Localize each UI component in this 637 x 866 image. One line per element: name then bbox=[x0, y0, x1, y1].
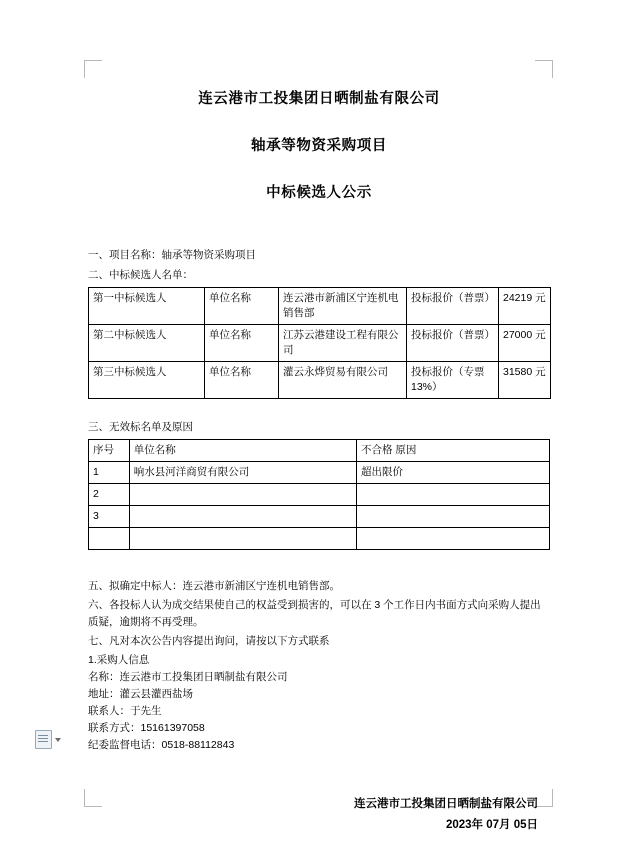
document-title-line-2: 轴承等物资采购项目 bbox=[251, 138, 387, 154]
candidate-price: 24219 元 bbox=[499, 288, 551, 325]
candidate-rank: 第一中标候选人 bbox=[89, 288, 205, 325]
candidate-price-label: 投标报价（普票） bbox=[407, 325, 499, 362]
table-row bbox=[89, 528, 550, 550]
contact-address: 地址：灌云县灌西盐场 bbox=[88, 688, 193, 700]
contact-supervision-phone: 纪委监督电话：0518-88112843 bbox=[88, 739, 235, 751]
invalid-company bbox=[129, 528, 356, 550]
invalid-index: 2 bbox=[89, 484, 130, 506]
section-objection: 六、各投标人认为成交结果使自己的权益受到损害的，可以在 3 个工作日内书面方式向采购人提出质疑，逾期将不再受理。 bbox=[88, 599, 541, 628]
document-title-line-3: 中标候选人公示 bbox=[266, 185, 372, 201]
candidate-price-label: 投标报价（普票） bbox=[407, 288, 499, 325]
contact-phone: 联系方式：15161397058 bbox=[88, 722, 205, 734]
table-header-row bbox=[89, 440, 550, 462]
section-candidates-heading: 二、中标候选人名单： bbox=[88, 269, 193, 281]
signature-company: 连云港市工投集团日晒制盐有限公司 bbox=[354, 798, 538, 810]
invalid-reason bbox=[357, 528, 550, 550]
section-project-name: 一、项目名称：轴承等物资采购项目 bbox=[88, 249, 256, 261]
table-row bbox=[89, 362, 551, 399]
invalid-col-company: 单位名称 bbox=[129, 440, 356, 462]
invalid-index: 3 bbox=[89, 506, 130, 528]
candidate-company: 连云港市新浦区宁连机电销售部 bbox=[279, 288, 407, 325]
invalid-company bbox=[129, 484, 356, 506]
candidate-price-label: 投标报价（专票 13%） bbox=[407, 362, 499, 399]
signature-date: 2023年 07月 05日 bbox=[445, 819, 538, 831]
candidates-table bbox=[88, 287, 551, 399]
table-row bbox=[89, 325, 551, 362]
crop-mark-top-left-v bbox=[84, 60, 85, 78]
candidate-name-label: 单位名称 bbox=[205, 362, 279, 399]
crop-mark-top-right-v bbox=[552, 60, 553, 78]
invalid-col-reason: 不合格 原因 bbox=[357, 440, 550, 462]
contact-heading: 1.采购人信息 bbox=[88, 654, 150, 666]
candidate-price: 27000 元 bbox=[499, 325, 551, 362]
invalid-index bbox=[89, 528, 130, 550]
candidate-rank: 第三中标候选人 bbox=[89, 362, 205, 399]
table-row bbox=[89, 506, 550, 528]
candidate-company: 江苏云港建设工程有限公司 bbox=[279, 325, 407, 362]
document-title-line-1: 连云港市工投集团日晒制盐有限公司 bbox=[198, 91, 440, 107]
candidate-rank: 第二中标候选人 bbox=[89, 325, 205, 362]
document-icon[interactable] bbox=[35, 730, 52, 749]
chevron-down-icon[interactable] bbox=[55, 738, 61, 742]
table-row bbox=[89, 484, 550, 506]
crop-mark-bottom-left-v bbox=[84, 789, 85, 807]
contact-name: 名称：连云港市工投集团日晒制盐有限公司 bbox=[88, 671, 288, 683]
invalid-reason bbox=[357, 506, 550, 528]
contact-information bbox=[88, 652, 550, 754]
invalid-col-index: 序号 bbox=[89, 440, 130, 462]
document-body bbox=[88, 60, 550, 831]
candidate-price: 31580 元 bbox=[499, 362, 551, 399]
invalid-index: 1 bbox=[89, 462, 130, 484]
document-attachment-control[interactable] bbox=[35, 730, 61, 749]
candidate-name-label: 单位名称 bbox=[205, 288, 279, 325]
candidate-name-label: 单位名称 bbox=[205, 325, 279, 362]
crop-mark-bottom-right-v bbox=[552, 789, 553, 807]
invalid-bids-table bbox=[88, 439, 550, 550]
invalid-company bbox=[129, 506, 356, 528]
invalid-reason: 超出限价 bbox=[357, 462, 550, 484]
candidate-company: 灌云永烨贸易有限公司 bbox=[279, 362, 407, 399]
section-invalid-heading: 三、无效标名单及原因 bbox=[88, 421, 193, 433]
section-inquiry: 七、凡对本次公告内容提出询问，请按以下方式联系 bbox=[88, 635, 330, 647]
invalid-reason bbox=[357, 484, 550, 506]
table-row bbox=[89, 462, 550, 484]
contact-person: 联系人：于先生 bbox=[88, 705, 162, 717]
invalid-company: 响水县河洋商贸有限公司 bbox=[129, 462, 356, 484]
section-winner: 五、拟确定中标人：连云港市新浦区宁连机电销售部。 bbox=[88, 580, 340, 592]
signature-block bbox=[88, 794, 550, 836]
table-row bbox=[89, 288, 551, 325]
